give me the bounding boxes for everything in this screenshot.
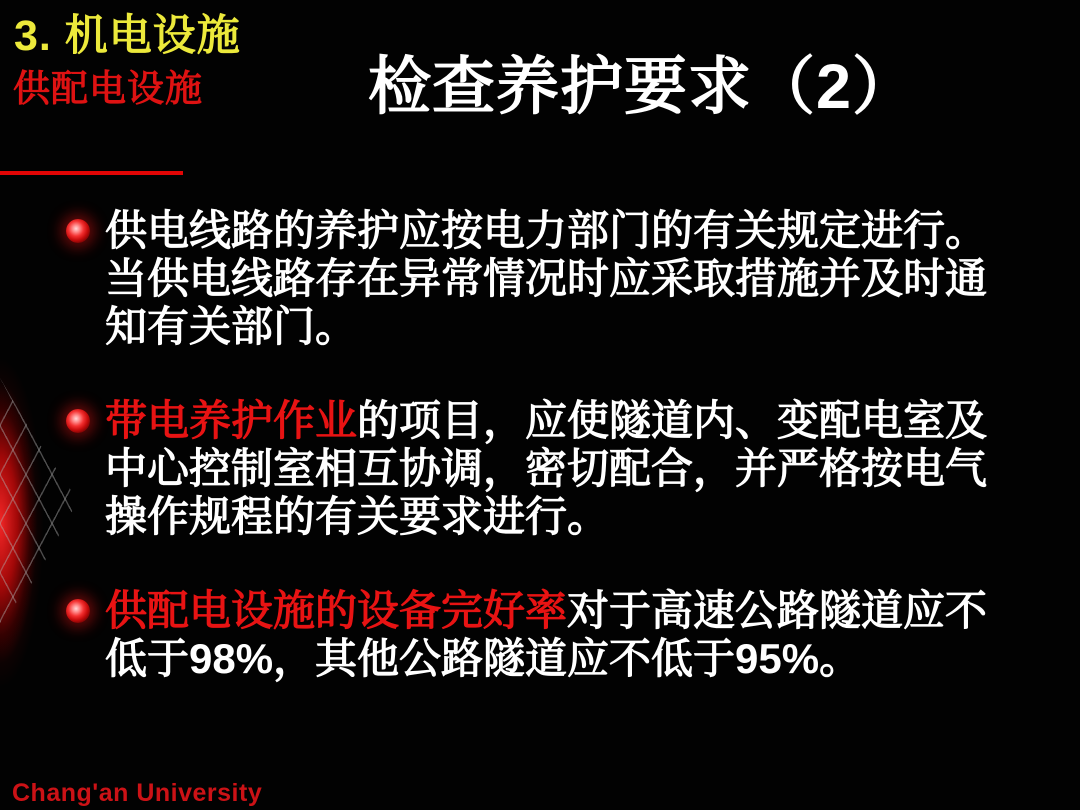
bullet-text [105,207,1005,351]
bullet-orb-icon [66,599,90,623]
bullet-text [105,587,1005,683]
bullet-list [66,207,1018,729]
page-title: 检查养护要求（2） [368,52,917,122]
bullet-item [66,207,1018,351]
section-label: 3. 机电设施 [14,12,241,60]
bullet-orb-icon [66,219,90,243]
bullet-highlight-text: 供配电设施的设备完好率 [105,587,568,634]
bullet-orb-icon [66,409,90,433]
subsection-label: 供配电设施 [13,68,203,109]
footer-university-name: Chang'an University [12,779,263,807]
bullet-body-text: 的项目，应使隧道内、变配电室及中心控制室相互协调，密切配合，并严格按电气操作规程的有关要求进行。 [105,397,988,540]
bullet-text [105,397,1005,541]
divider-line [0,171,183,175]
bullet-item [66,587,1018,683]
bullet-highlight-text: 带电养护作业 [105,397,358,444]
bullet-body-text: 供电线路的养护应按电力部门的有关规定进行。当供电线路存在异常情况时应采取措施并及时通知有关部门。 [105,207,988,350]
bullet-item [66,397,1018,541]
bullet-body-text: 对于高速公路隧道应不低于98%，其他公路隧道应不低于95%。 [105,587,988,682]
